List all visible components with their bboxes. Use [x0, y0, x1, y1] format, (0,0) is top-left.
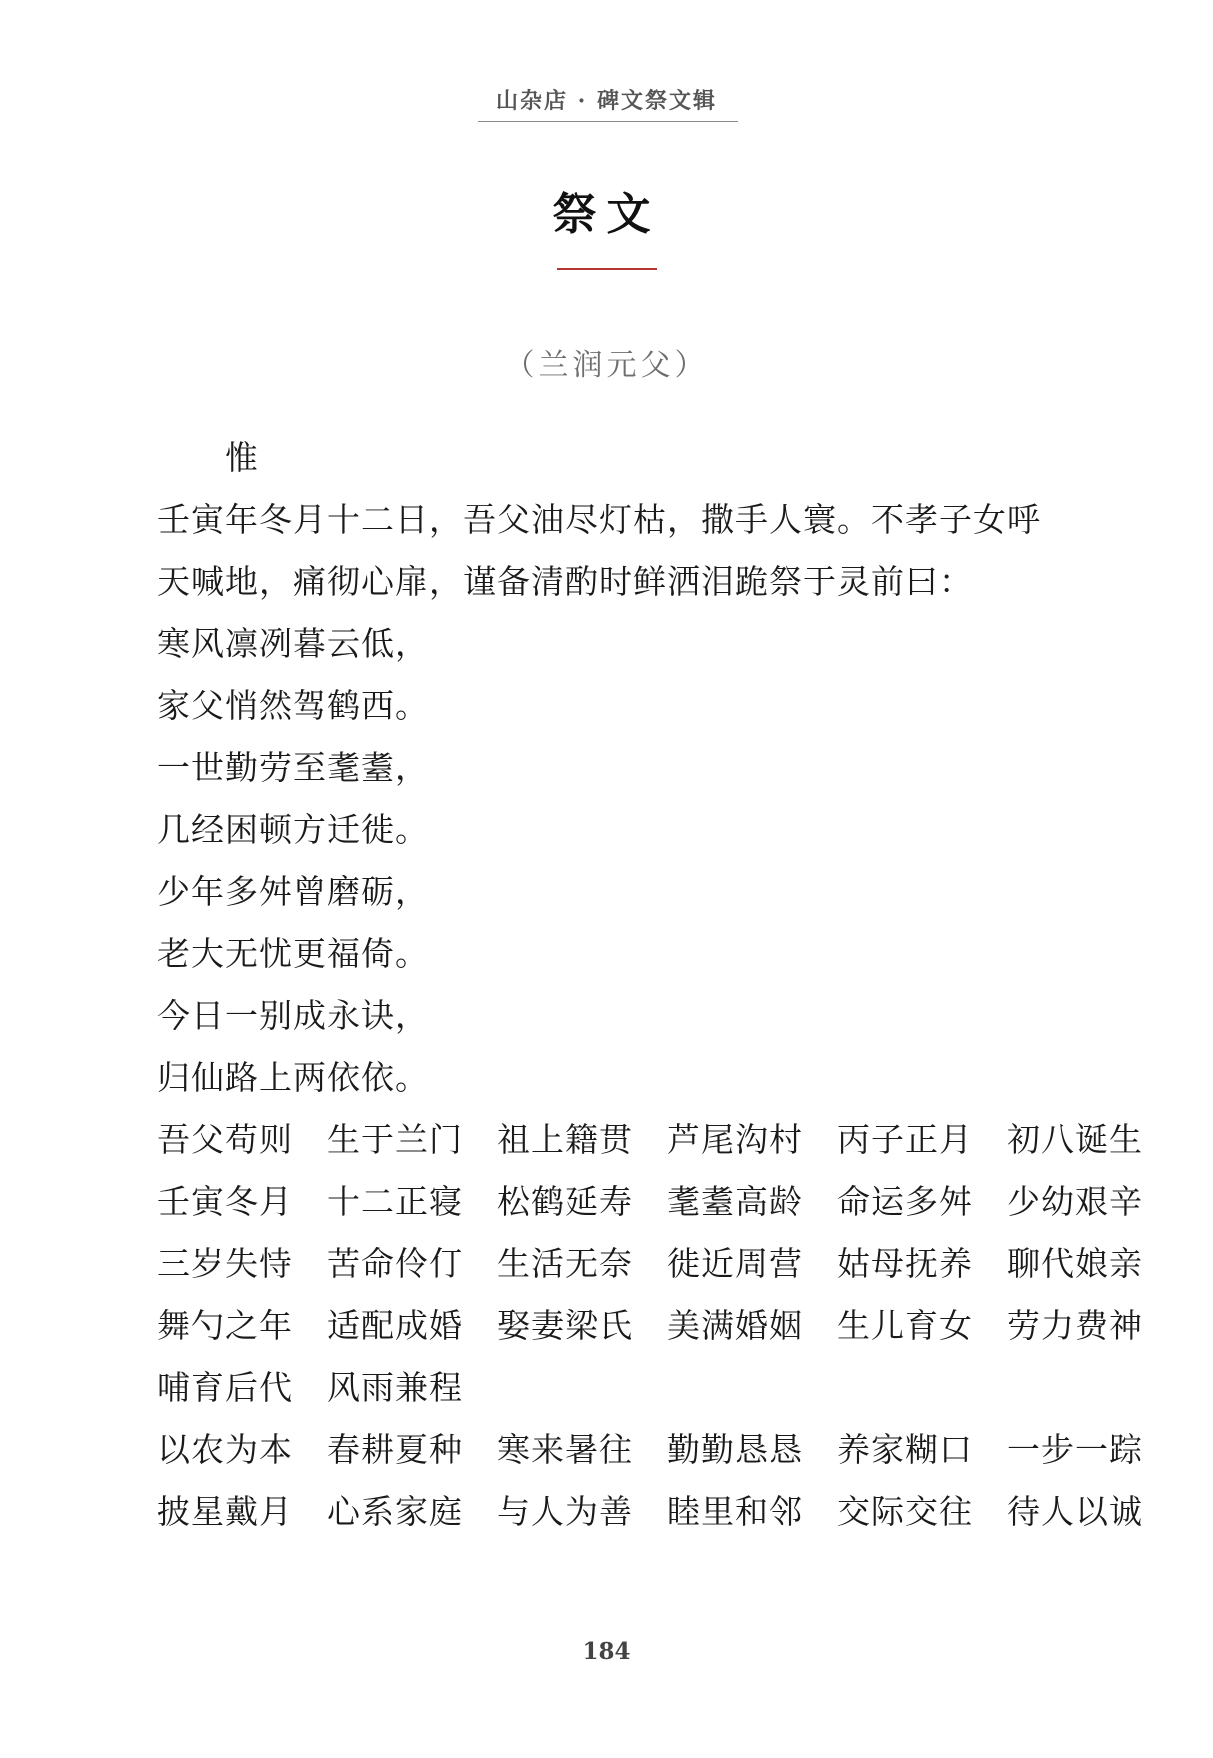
- text-line: 天喊地，痛彻心扉，谨备清酌时鲜洒泪跪祭于灵前曰：: [157, 562, 973, 601]
- text-line: 寒风凛冽暮云低，: [157, 624, 429, 663]
- text-line: 归仙路上两依依。: [157, 1058, 429, 1097]
- header-divider: [478, 121, 738, 122]
- article-body: [157, 427, 1143, 1543]
- page-title: 祭文: [552, 189, 661, 240]
- page-number: 184: [582, 1638, 631, 1665]
- text-line: 吾父苟则 生于兰门 祖上籍贯 芦尾沟村 丙子正月 初八诞生: [157, 1120, 1143, 1159]
- author-line: （兰润元父）: [504, 348, 709, 383]
- text-line: 以农为本 春耕夏种 寒来暑往 勤勤恳恳 养家糊口 一步一踪: [157, 1430, 1143, 1469]
- text-line: 壬寅年冬月十二日，吾父油尽灯枯，撒手人寰。不孝子女呼: [157, 500, 1041, 539]
- title-divider: [557, 268, 657, 270]
- text-line: 老大无忧更福倚。: [157, 934, 429, 973]
- text-line: 几经困顿方迁徙。: [157, 810, 429, 849]
- text-line: 一世勤劳至耄耋，: [157, 748, 429, 787]
- running-header: 山杂店 · 碑文祭文辑: [496, 88, 717, 114]
- text-line: 家父悄然驾鹤西。: [157, 686, 429, 725]
- text-line: 惟: [225, 438, 259, 477]
- text-line: 壬寅冬月 十二正寝 松鹤延寿 耄耋高龄 命运多舛 少幼艰辛: [157, 1182, 1143, 1221]
- text-line: 哺育后代 风雨兼程: [157, 1368, 463, 1407]
- text-line: 少年多舛曾磨砺，: [157, 872, 429, 911]
- text-line: 三岁失恃 苦命伶仃 生活无奈 徙近周营 姑母抚养 聊代娘亲: [157, 1244, 1143, 1283]
- text-line: 今日一别成永诀，: [157, 996, 429, 1035]
- text-line: 舞勺之年 适配成婚 娶妻梁氏 美满婚姻 生儿育女 劳力费神: [157, 1306, 1143, 1345]
- text-line: 披星戴月 心系家庭 与人为善 睦里和邻 交际交往 待人以诚: [157, 1492, 1143, 1531]
